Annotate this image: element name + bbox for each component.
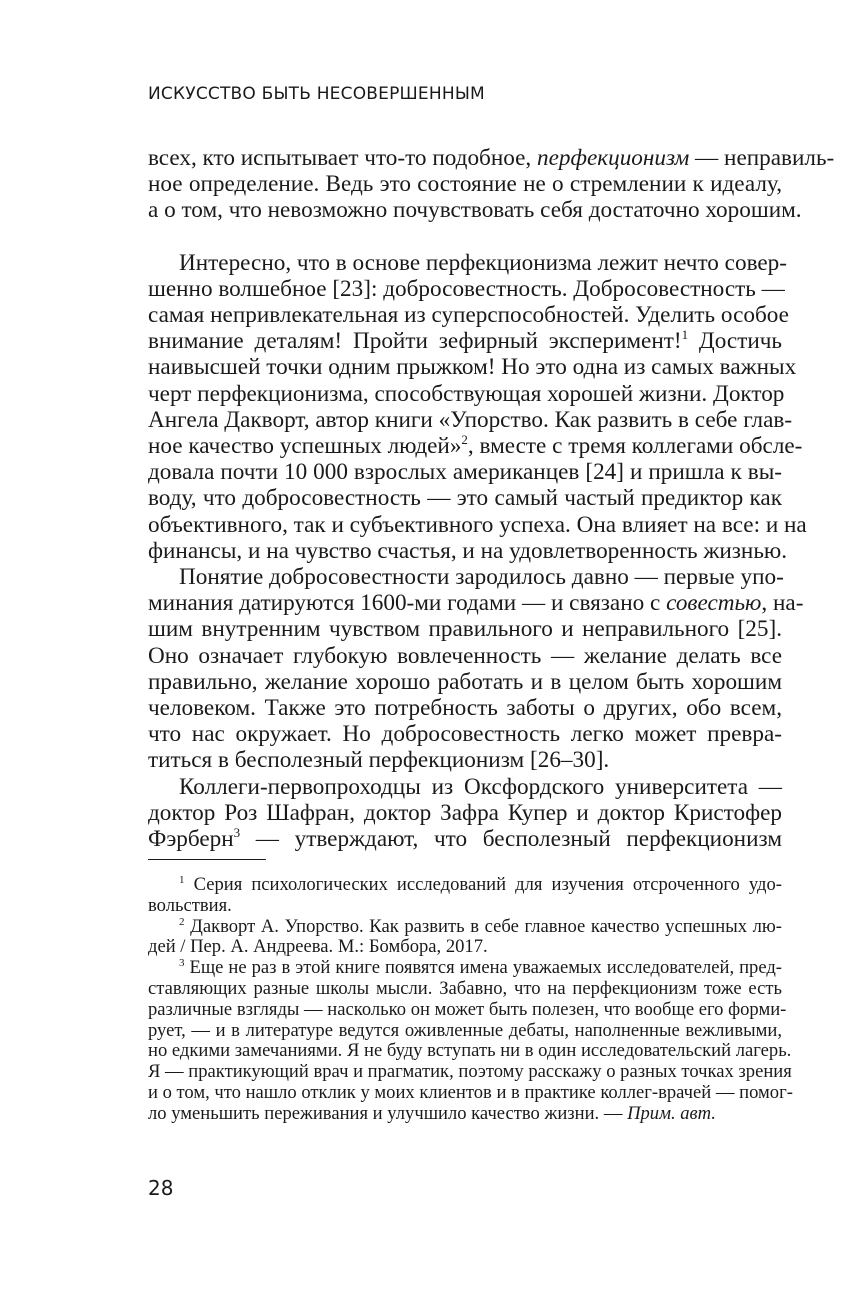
body-text — [148, 145, 835, 853]
footnote-3: $^3$ Еще не раз в этой книге появятся имена уважаемых исследователей, пред- ставляющих разные школы мысли. Забавно, что на перфекционизм тоже есть различные взгляды — насколько он может быть полезен, что вообще его форми- рует, — и в литературе ведутся оживленные дебаты, наполненные вежливыми, но едкими замечаниями. Я не буду вступать ни в один исследовательский лагерь. Я — практикующий врач и прагматик, поэтому расскажу о разных точках зрения и о том, что нашло отклик у моих клиентов и в практике коллег-врачей — помог- ло уменьшить переживания и улучшило качество жизни. — Прим. авт. — [148, 957, 793, 1124]
running-head: ИСКУССТВО БЫТЬ НЕСОВЕРШЕННЫМ — [148, 84, 485, 104]
footnote-2: $^2$ Дакворт А. Упорство. Как развить в себе главное качество успешных лю- дей / Пер. А. Андреева. М.: Бомбора, 2017. — [148, 915, 782, 958]
footnote-ref-1[interactable]: 1 — [681, 327, 689, 343]
paragraph-4: Коллеги-первопроходцы из Оксфордского университета — доктор Роз Шафран, доктор Зафра Купер и доктор Кристофер Фэрберн$^3$ — утверждают, что бесполезный перфекционизм — [148, 773, 782, 853]
paragraph-3: Понятие добросовестности зародилось давно — первые упо- минания датируются 1600-ми годами — и связано с совестью, на- шим внутренним чувством правильного и неправильного [25]. Оно означает глубокую вовлеченность — желание делать все правильно, желание хорошо работать и в целом быть хорошим человеком. Также это потребность заботы о других, обо всем, что нас окружает. Но добросовестность легко может превра- титься в бесполезный перфекционизм [26–30]. — [148, 564, 804, 774]
page-number: 28 — [148, 1176, 174, 1200]
footnote-separator — [148, 859, 266, 860]
footnote-ref-2[interactable]: 2 — [461, 432, 468, 448]
footnote-ref-3[interactable]: 3 — [233, 825, 241, 841]
emphasis-author-note: Прим. авт. — [627, 1102, 716, 1124]
footnotes — [148, 874, 793, 1125]
footnote-1: $^1$ Серия психологических исследований для изучения отсроченного удо- вольствия. — [148, 874, 782, 916]
paragraph-1: всех, кто испытывает что-то подобное, перфекционизм — неправиль- ное определение. Ведь это состояние не о стремлении к идеалу, а о том, что невозможно почувствовать себя достаточно хорошим. — [148, 145, 835, 224]
paragraph-2: Интересно, что в основе перфекционизма лежит нечто совер- шенно волшебное [23]: добросовестность. Добросовестность — самая непривлекательная из суперспособностей. Уделить особое внимание деталям! Пройти зефирный эксперимент!$^1$ Достичь наивысшей точки одним прыжком! Но это одна из самых важных черт перфекционизма, способствующая хорошей жизни. Доктор Ангела Дакворт, автор книги «Упорство. Как развить в себе глав- ное качество успешных людей»$^2$, вместе с тремя коллегами обсле- довала почти 10 000 взрослых американцев [24] и пришла к вы- воду, что добросовестность — это самый частый предиктор как объективного, так и субъективного успеха. Она влияет на все: и на финансы, и на чувство счастья, и на удовлетворенность жизнью. — [148, 249, 807, 564]
emphasis-perfectionism: перфекционизм — [537, 145, 690, 171]
emphasis-conscience: совестью — [666, 590, 762, 617]
